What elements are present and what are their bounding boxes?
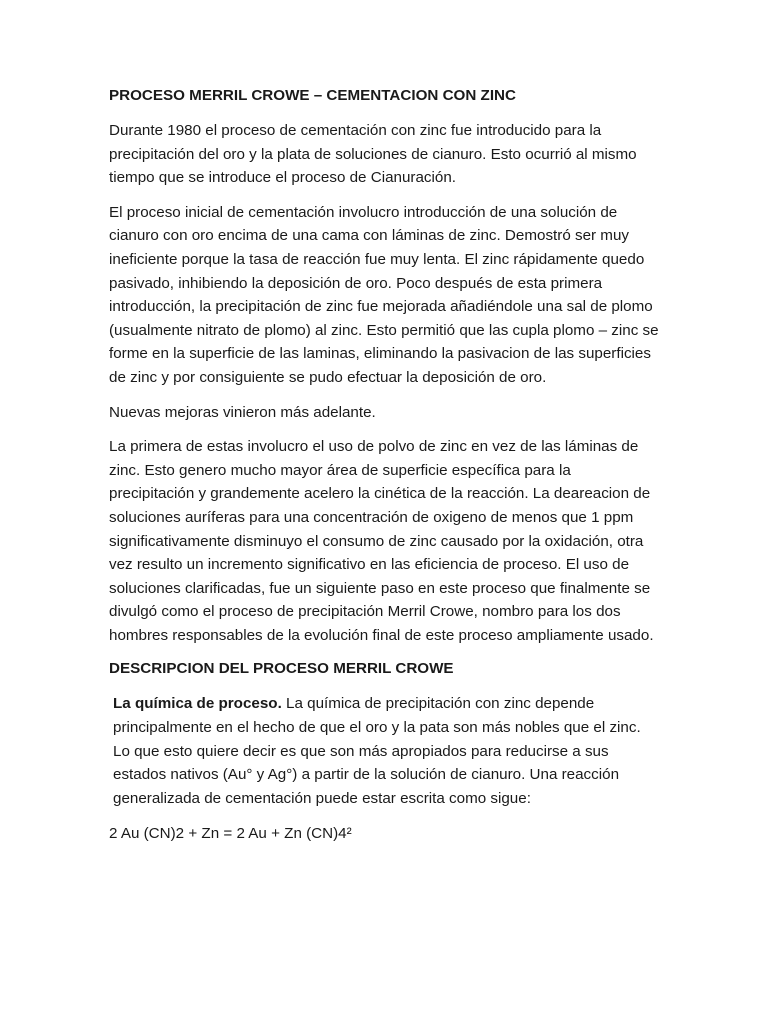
section-heading-description: DESCRIPCION DEL PROCESO MERRIL CROWE [109,660,454,678]
section-heading-merril-crowe: PROCESO MERRIL CROWE – CEMENTACION CON ZINC [109,87,516,104]
paragraph-chemistry-body: La química de precipitación con zinc depende principalmente en el hecho de que el oro y la pata son más nobles que el zinc. Lo que esto quiere decir es que son más apropiados para reducirse a sus estados nativos (Au° y Ag°) a partir de la solución de cianuro. Una reacción generalizada de cementación puede estar escrita como sigue: [113,695,641,807]
document-body [109,85,659,846]
paragraph-zinc-dust: La primera de estas involucro el uso de polvo de zinc en vez de las láminas de zinc. Esto genero mucho mayor área de superficie específica para la precipitación y grandemente acelero la cinética de la reacción. La deareacion de soluciones auríferas para una concentración de oxigeno de menos que 1 ppm significativamente disminuyo el consumo de zinc causado por la oxidación, otra vez resulto un incremento significativo en las eficiencia de proceso. El uso de soluciones clarificadas, fue un siguiente paso en este proceso que finalmente se divulgó como el proceso de precipitación Merril Crowe, nombro para los dos hombres responsables de la evolución final de este proceso ampliamente usado. [109,438,654,644]
paragraph-improvements: Nuevas mejoras vinieron más adelante. [109,403,376,421]
paragraph-initial-process: El proceso inicial de cementación involucro introducción de una solución de cianuro con oro encima de una cama con láminas de zinc. Demostró ser muy ineficiente porque la tasa de reacción fue muy lenta. El zinc rápidamente quedo pasivado, inhibiendo la deposición de oro. Poco después de esta primera introducción, la precipitación de zinc fue mejorada añadiéndole una sal de plomo (usualmente nitrato de plomo) al zinc. Esto permitió que las cupla plomo – zinc se forme en la superficie de las laminas, eliminando la pasivacion de las superficies de zinc y por consiguiente se pudo efectuar la deposición de oro. [109,203,659,386]
paragraph-chemistry [109,692,659,810]
reaction-formula: 2 Au (CN)2 + Zn = 2 Au + Zn (CN)4² [109,825,352,843]
paragraph-chemistry-lead: La química de proceso. [113,695,282,713]
paragraph-introduction: Durante 1980 el proceso de cementación con zinc fue introducido para la precipitación del oro y la plata de soluciones de cianuro. Esto ocurrió al mismo tiempo que se introduce el proceso de Cianuración. [109,122,637,187]
